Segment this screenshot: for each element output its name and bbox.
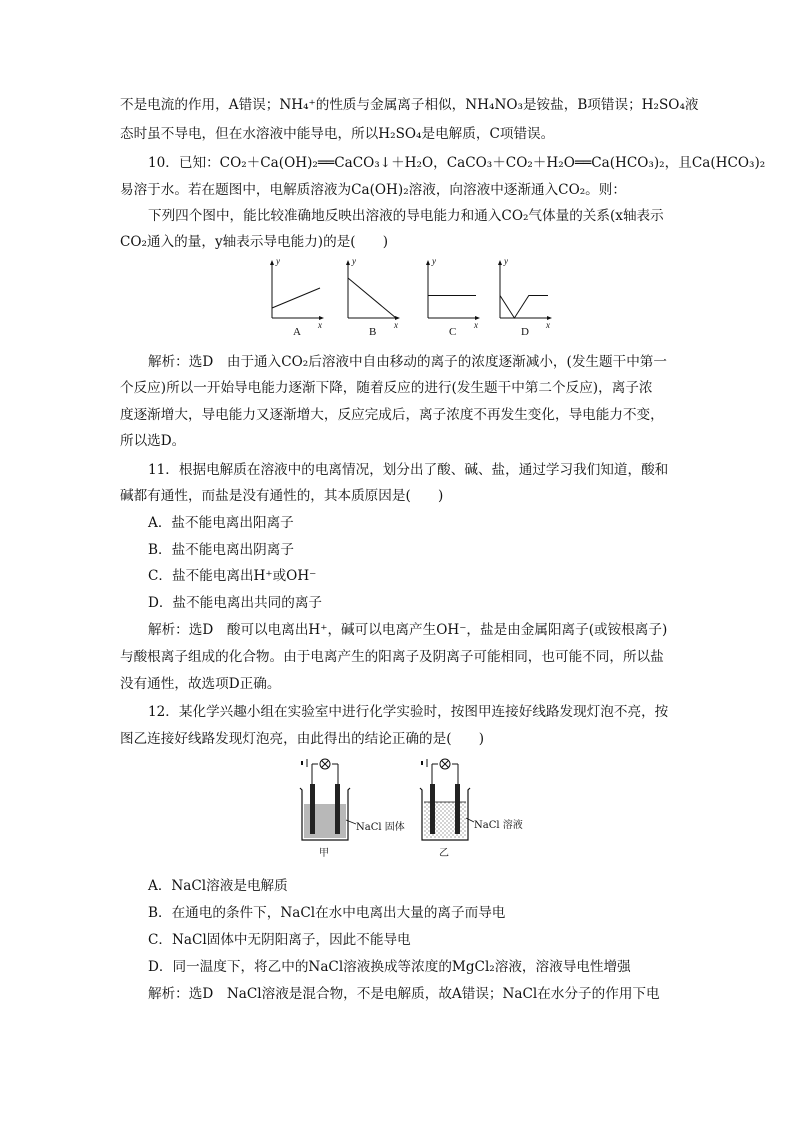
answer-12: 解析：选D NaCl溶液是混合物，不是电解质，故A错误；NaCl在水分子的作用下电 [148,986,660,1002]
beaker-yi-diagram [410,756,540,856]
graph-a-line [272,288,320,308]
answer-11: 解析：选D 酸可以电离出H⁺，碱可以电离产生OH⁻，盐是由金属阳离子(或铵根离子) [148,622,668,638]
question-10-stem: 10．已知：CO₂＋Ca(OH)₂══CaCO₃↓＋H₂O，CaCO₃＋CO₂＋H₂O══Ca(HCO₃)₂，且Ca(HCO₃)₂ [148,155,766,171]
question-12-stem: 图乙连接好线路发现灯泡亮，由此得出的结论正确的是( ) [120,731,485,747]
answer-10: 解析：选D 由于通入CO₂后溶液中自由移动的离子的浓度逐渐减小，(发生题干中第一 [148,354,667,370]
option-c: C．NaCl固体中无阴阳离子，因此不能导电 [148,932,411,948]
beaker-jia [290,756,420,859]
graph-b-line [348,278,396,318]
option-d: D．盐不能电离出共同的离子 [148,595,323,611]
answer-10: 个反应)所以一开始导电能力逐渐下降，随着反应的进行(发生题干中第二个反应)，离子浓 [120,380,653,396]
option-a: A．盐不能电离出阳离子 [148,515,294,531]
option-b: B．在通电的条件下，NaCl在水中电离出大量的离子而导电 [148,905,506,921]
text-line: 态时虽不导电，但在水溶液中能导电，所以H₂SO₄是电解质，C项错误。 [120,126,555,142]
graph-d-line [500,296,548,319]
question-10-stem: 易溶于水。若在题图中，电解质溶液为Ca(OH)₂溶液，向溶液中逐渐通入CO₂。则： [120,182,626,198]
y-axis-label: y [504,256,508,266]
question-12-stem: 12．某化学兴趣小组在实验室中进行化学实验时，按图甲连接好线路发现灯泡不亮，按 [148,704,669,720]
option-a: A．NaCl溶液是电解质 [148,878,288,894]
question-10-stem: CO₂通入的量，y轴表示导电能力)的是( ) [120,234,389,250]
answer-10: 所以选D。 [120,433,186,449]
graph-label: A [293,326,301,338]
graph-label: B [369,326,377,338]
graph-a [264,256,334,342]
beaker-yi-label: NaCl 溶液 [474,820,523,831]
question-11-stem: 11．根据电解质在溶液中的电离情况，划分出了酸、碱、盐，通过学习我们知道，酸和 [148,462,669,478]
y-axis-label: y [352,256,356,266]
graph-label: C [449,326,457,338]
answer-11: 与酸根离子组成的化合物。由于电离产生的阳离子及阴离子可能相同，也可能不同，所以盐 [120,649,664,665]
beaker-yi-caption: 乙 [439,848,449,859]
text-line: 不是电流的作用，A错误；NH₄⁺的性质与金属离子相似，NH₄NO₃是铵盐，B项错误；H₂SO₄液 [120,97,699,113]
graph-d [492,256,562,342]
option-c: C．盐不能电离出H⁺或OH⁻ [148,568,317,584]
x-axis-label: x [318,320,322,330]
answer-11: 没有通性，故选项D正确。 [120,676,281,692]
x-axis-label: x [394,320,398,330]
graph-label: D [521,326,529,338]
beaker-jia-label: NaCl 固体 [356,822,405,833]
beaker-jia-caption: 甲 [319,848,329,859]
graph-c [420,256,490,342]
beaker-yi [410,756,540,859]
x-axis-label: x [474,320,478,330]
question-11-stem: 碱都有通性，而盐是没有通性的，其本质原因是( ) [120,488,444,504]
question-10-stem: 下列四个图中，能比较准确地反映出溶液的导电能力和通入CO₂气体量的关系(x轴表示 [148,208,664,224]
option-b: B．盐不能电离出阴离子 [148,542,294,558]
y-axis-label: y [276,256,280,266]
option-d: D．同一温度下，将乙中的NaCl溶液换成等浓度的MgCl₂溶液，溶液导电性增强 [148,959,631,975]
beaker-jia-diagram [290,756,420,856]
y-axis-label: y [432,256,436,266]
x-axis-label: x [546,320,550,330]
graph-b [340,256,410,342]
answer-10: 度逐渐增大，导电能力又逐渐增大，反应完成后，离子浓度不再发生变化，导电能力不变， [120,407,664,423]
